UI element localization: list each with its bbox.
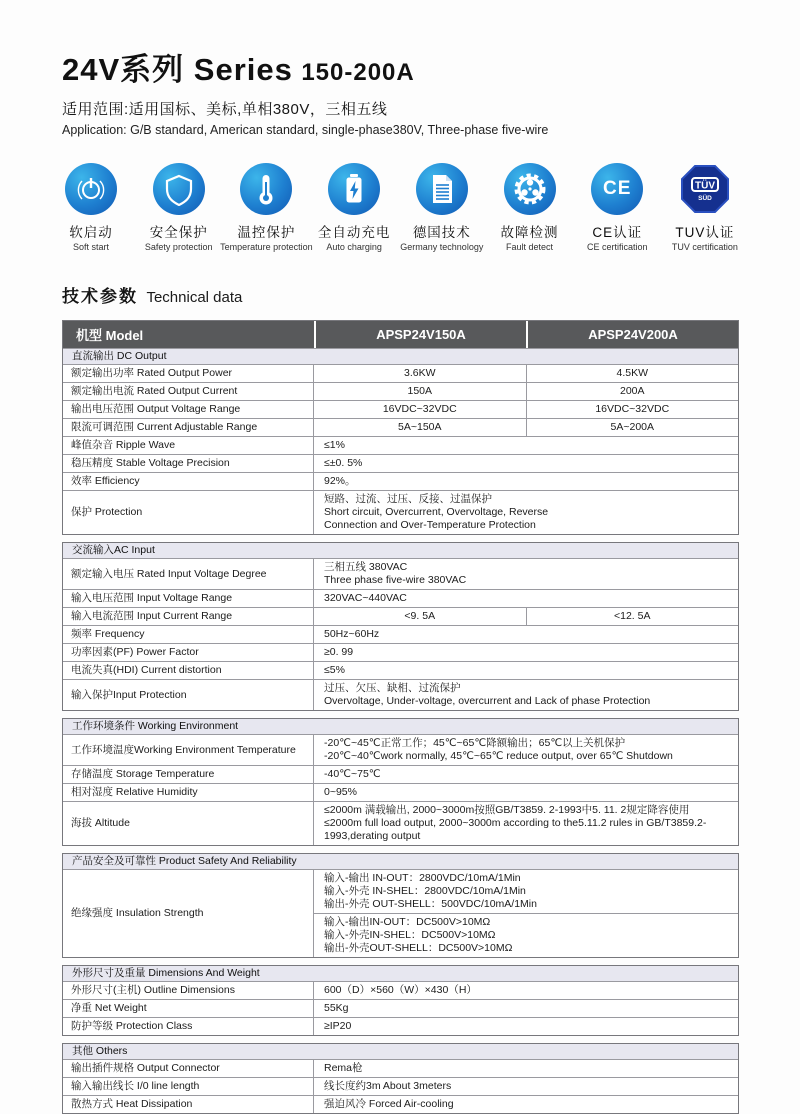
row-label: 存储温度 Storage Temperature	[63, 766, 314, 783]
page-title	[62, 44, 742, 89]
row-label: 效率 Efficiency	[63, 473, 314, 490]
value-line: Connection and Over-Temperature Protection	[324, 519, 536, 531]
section-title: 直流输出 DC Output	[63, 348, 738, 364]
feature-label-cn: CE认证	[592, 225, 643, 240]
table-block	[62, 853, 739, 958]
row-value: 16VDC~32VDC	[526, 401, 739, 418]
table-row	[63, 558, 738, 589]
power-icon	[65, 163, 117, 215]
row-value	[314, 870, 738, 957]
value-line: 55Kg	[324, 1002, 349, 1014]
value-line: 线长度约3m About 3meters	[324, 1080, 452, 1092]
ce-icon	[591, 163, 643, 215]
value-line: ≥IP20	[324, 1020, 352, 1032]
table-row	[63, 454, 738, 472]
row-label: 输入保护Input Protection	[63, 680, 314, 710]
row-value: <12. 5A	[526, 608, 739, 625]
value-line: 输入-输出 IN-OUT：2800VDC/10mA/1Min	[324, 872, 521, 884]
table-row	[63, 999, 738, 1017]
feature-auto-charging	[311, 163, 397, 252]
row-value	[314, 735, 738, 765]
table-row	[63, 734, 738, 765]
subtitle-en: Application: G/B standard, American standard, single-phase380V, Three-phase five-wire	[62, 123, 549, 137]
feature-label-en: Safety protection	[144, 242, 213, 252]
value-line: ≤2000m 满载输出, 2000~3000m按照GB/T3859. 2-1993中5. 11. 2规定降容使用	[324, 804, 690, 816]
title-main: 24V系列 Series	[62, 52, 293, 87]
row-value	[314, 491, 738, 534]
model-column-150a: APSP24V150A	[314, 321, 526, 348]
row-label: 功率因素(PF) Power Factor	[63, 644, 314, 661]
row-label: 输入输出线长 I/0 line length	[63, 1078, 314, 1095]
tuv-icon	[679, 163, 731, 215]
table-row	[63, 801, 738, 845]
table-row	[63, 436, 738, 454]
value-group	[314, 870, 738, 913]
row-value	[314, 626, 738, 643]
gear-icon	[504, 163, 556, 215]
value-group	[314, 913, 738, 957]
table-row	[63, 364, 738, 382]
ce-icon-text: CE	[603, 178, 632, 199]
feature-label-cn: 故障检测	[500, 225, 559, 240]
feature-label-cn: 软启动	[69, 225, 113, 240]
svg-text:TÜV: TÜV	[694, 180, 715, 192]
row-value: 4.5KW	[526, 365, 739, 382]
row-value: 5A~200A	[526, 419, 739, 436]
value-line: Overvoltage, Under-voltage, overcurrent and Lack of phase Protection	[324, 695, 651, 707]
row-value: 5A~150A	[398, 421, 442, 433]
tech-heading-en: Technical data	[146, 289, 243, 306]
row-value	[314, 590, 738, 607]
value-line: 320VAC~440VAC	[324, 592, 407, 604]
value-line: ≤5%	[324, 664, 345, 676]
feature-label-en: Fault detect	[506, 242, 554, 252]
value-line: 输出-外壳 OUT-SHELL：500VDC/10mA/1Min	[324, 898, 537, 910]
table-block	[62, 1043, 739, 1114]
value-line: 92%。	[324, 475, 356, 487]
row-label: 频率 Frequency	[63, 626, 314, 643]
feature-ce-certification	[574, 163, 660, 252]
document-icon	[416, 163, 468, 215]
feature-label-cn: 德国技术	[412, 225, 471, 240]
feature-temperature-protection	[220, 163, 313, 252]
table-row	[63, 1059, 738, 1077]
value-line: 0~95%	[324, 786, 357, 798]
table-row	[63, 981, 738, 999]
row-label: 散热方式 Heat Dissipation	[63, 1096, 314, 1113]
row-value	[314, 1078, 738, 1095]
value-line: Three phase five-wire 380VAC	[324, 574, 467, 586]
row-value	[314, 455, 738, 472]
feature-tuv-certification	[662, 163, 748, 252]
row-value: 3.6KW	[403, 367, 436, 379]
row-value	[314, 784, 738, 801]
row-label: 额定输出功率 Rated Output Power	[63, 365, 314, 382]
title-range: 150-200A	[301, 59, 415, 86]
table-row	[63, 625, 738, 643]
row-value	[314, 473, 738, 490]
value-line: -20℃~45℃正常工作；45℃~65℃降额输出；65℃以上关机保护	[324, 737, 626, 749]
section-title: 交流输入AC Input	[63, 543, 738, 558]
row-label: 工作环境温度Working Environment Temperature	[63, 735, 314, 765]
row-value	[314, 766, 738, 783]
row-label: 输入电压范围 Input Voltage Range	[63, 590, 314, 607]
value-line: 600（D）×560（W）×430（H）	[324, 984, 477, 996]
value-line: ≤2000m full load output, 2000~3000m according to the5.11.2 rules in GB/T3859.2-	[324, 817, 707, 829]
value-line: 短路、过流、过压、反接、过温保护	[324, 493, 492, 505]
table-row	[63, 472, 738, 490]
feature-label-cn: 温控保护	[237, 225, 296, 240]
value-line: 强迫风冷 Forced Air-cooling	[324, 1098, 454, 1110]
table-row	[63, 1017, 738, 1035]
value-line: 50Hz~60Hz	[324, 628, 380, 640]
table-block	[62, 718, 739, 846]
table-row	[63, 607, 738, 625]
tech-heading-cn: 技术参数	[62, 287, 138, 306]
value-line: 过压、欠压、缺相、过流保护	[324, 682, 461, 694]
row-value: 200A	[526, 383, 739, 400]
table-row	[63, 643, 738, 661]
row-label: 输出电压范围 Output Voltage Range	[63, 401, 314, 418]
feature-label-cn: 全自动充电	[317, 225, 391, 240]
row-label: 峰值杂音 Ripple Wave	[63, 437, 314, 454]
value-line: ≤1%	[324, 439, 345, 451]
row-label: 保护 Protection	[63, 491, 314, 534]
battery-charging-icon	[328, 163, 380, 215]
table-row	[63, 382, 738, 400]
row-value	[314, 1060, 738, 1077]
row-label: 限流可调范围 Current Adjustable Range	[63, 419, 314, 436]
feature-label-en: CE certification	[586, 242, 648, 252]
feature-safety-protection	[136, 163, 222, 252]
table-row	[63, 765, 738, 783]
row-label: 绝缘强度 Insulation Strength	[63, 870, 314, 957]
section-title: 其他 Others	[63, 1044, 738, 1059]
table-row	[63, 679, 738, 710]
model-header-cell: 机型 Model	[76, 328, 144, 343]
table-row	[63, 1095, 738, 1113]
value-line: 输入-输出IN-OUT：DC500V>10MΩ	[324, 916, 491, 928]
section-title: 产品安全及可靠性 Product Safety And Reliability	[63, 854, 738, 869]
value-line: Rema枪	[324, 1062, 363, 1074]
table-row	[63, 589, 738, 607]
table-row	[63, 661, 738, 679]
technical-data-heading	[62, 282, 742, 307]
feature-fault-detect	[487, 163, 573, 252]
value-line: 输出-外壳OUT-SHELL：DC500V>10MΩ	[324, 942, 513, 954]
feature-soft-start	[48, 163, 134, 252]
table-block	[62, 965, 739, 1036]
section-title: 工作环境条件 Working Environment	[63, 719, 738, 734]
svg-text:SÜD: SÜD	[698, 195, 712, 202]
row-label: 相对湿度 Relative Humidity	[63, 784, 314, 801]
table-row	[63, 400, 738, 418]
value-line: -20℃~40℃work normally, 45℃~65℃ reduce output, over 65℃ Shutdown	[324, 750, 673, 762]
row-value: <9. 5A	[404, 610, 436, 622]
row-label: 稳压精度 Stable Voltage Precision	[63, 455, 314, 472]
feature-label-cn: 安全保护	[149, 225, 208, 240]
table-block	[62, 542, 739, 711]
feature-label-en: Germany technology	[400, 242, 484, 252]
value-line: 三相五线 380VAC	[324, 561, 408, 573]
row-label: 净重 Net Weight	[63, 1000, 314, 1017]
row-value: 16VDC~32VDC	[382, 403, 457, 415]
feature-germany-technology	[399, 163, 485, 252]
row-label: 海拔 Altitude	[63, 802, 314, 845]
model-column-200a: APSP24V200A	[526, 321, 738, 348]
row-label: 输入电流范围 Input Current Range	[63, 608, 314, 625]
feature-label-cn: TUV认证	[675, 225, 735, 240]
feature-label-en: TUV certification	[671, 242, 738, 252]
value-line: 输入-外壳IN-SHEL：DC500V>10MΩ	[324, 929, 496, 941]
table-row	[63, 783, 738, 801]
shield-icon	[153, 163, 205, 215]
table-row	[63, 418, 738, 436]
table-row	[63, 869, 738, 957]
row-value	[314, 644, 738, 661]
row-value	[314, 662, 738, 679]
value-line: 输入-外壳 IN-SHEL：2800VDC/10mA/1Min	[324, 885, 526, 897]
row-value	[314, 1018, 738, 1035]
row-value: 150A	[407, 385, 433, 397]
table-header-row	[63, 321, 738, 348]
section-title: 外形尺寸及重量 Dimensions And Weight	[63, 966, 738, 981]
value-line: ≥0. 99	[324, 646, 354, 658]
row-value	[314, 559, 738, 589]
value-line: ≤±0. 5%	[324, 457, 363, 469]
row-value	[314, 1096, 738, 1113]
table-row	[63, 490, 738, 534]
value-line: Short circuit, Overcurrent, Overvoltage, Reverse	[324, 506, 549, 518]
row-value	[314, 982, 738, 999]
thermometer-icon	[240, 163, 292, 215]
row-value	[314, 437, 738, 454]
table-row	[63, 1077, 738, 1095]
feature-label-en: Soft start	[72, 242, 109, 252]
row-value	[314, 1000, 738, 1017]
feature-label-en: Auto charging	[326, 242, 382, 252]
feature-icon-row	[48, 163, 748, 252]
row-label: 电流失真(HDI) Current distortion	[63, 662, 314, 679]
row-value	[314, 802, 738, 845]
row-label: 防护等级 Protection Class	[63, 1018, 314, 1035]
row-label: 额定输出电流 Rated Output Current	[63, 383, 314, 400]
row-label: 输出插件规格 Output Connector	[63, 1060, 314, 1077]
row-value	[314, 680, 738, 710]
row-label: 额定输入电压 Rated Input Voltage Degree	[63, 559, 314, 589]
subtitle-cn: 适用范围:适用国标、美标,单相380V，三相五线	[62, 101, 388, 118]
row-label: 外形尺寸(主机) Outline Dimensions	[63, 982, 314, 999]
table-block	[62, 320, 739, 535]
feature-label-en: Temperature protection	[220, 242, 313, 252]
tech-table	[62, 320, 739, 1114]
value-line: 1993,derating output	[324, 830, 421, 842]
value-line: -40℃~75℃	[324, 768, 381, 780]
